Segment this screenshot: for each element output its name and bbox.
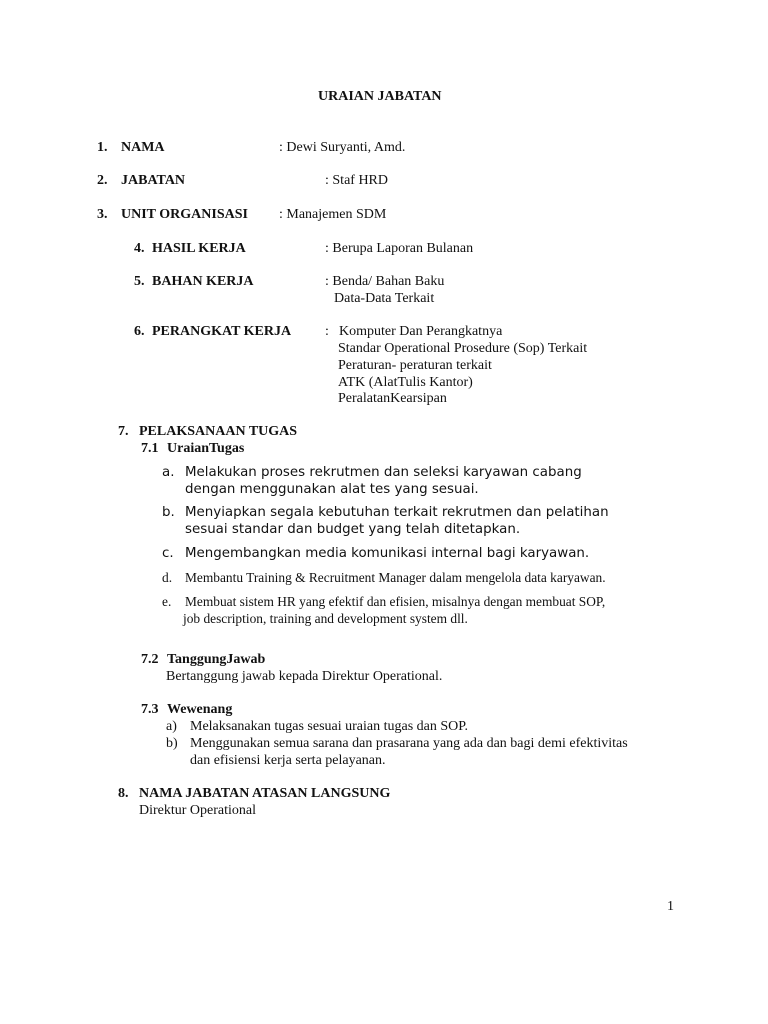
task-marker: e. (162, 594, 172, 609)
section-title-atasan: NAMA JABATAN ATASAN LANGSUNG (139, 786, 391, 801)
wewenang-line: Menggunakan semua sarana dan prasarana yang ada dan bagi demi efektivitas (190, 736, 628, 751)
subsection-title-wewenang: Wewenang (167, 702, 233, 717)
field-value-bahan-2: Data-Data Terkait (334, 291, 435, 306)
field-number: 1. (97, 140, 108, 155)
field-colon: : (325, 324, 329, 339)
task-marker: b. (162, 505, 175, 520)
task-line: Membantu Training & Recruitment Manager dalam mengelola data karyawan. (185, 570, 606, 585)
task-line: Menyiapkan segala kebutuhan terkait rekrutmen dan pelatihan (185, 505, 609, 520)
wewenang-marker: a) (166, 719, 177, 734)
field-number: 3. (97, 207, 108, 222)
section-title-pelaksanaan: PELAKSANAAN TUGAS (139, 424, 298, 439)
field-number: 4. (134, 241, 145, 256)
field-number: 6. (134, 324, 145, 339)
perangkat-item: Komputer Dan Perangkatnya (339, 324, 503, 339)
page-number: 1 (667, 899, 674, 914)
field-label-jabatan: JABATAN (121, 173, 186, 188)
atasan-value: Direktur Operational (139, 803, 257, 818)
subsection-number: 7.3 (141, 702, 159, 717)
document-title: URAIAN JABATAN (318, 89, 442, 104)
tanggungjawab-text: Bertanggung jawab kepada Direktur Operational. (166, 669, 443, 684)
wewenang-marker: b) (166, 736, 178, 751)
task-marker: c. (162, 546, 174, 561)
perangkat-item: ATK (AlatTulis Kantor) (338, 375, 473, 390)
task-line: Membuat sistem HR yang efektif dan efisien, misalnya dengan membuat SOP, (185, 594, 606, 609)
task-marker: a. (162, 465, 175, 480)
field-number: 5. (134, 274, 145, 289)
section-number: 8. (118, 786, 129, 801)
subsection-title-uraian: UraianTugas (167, 441, 245, 456)
field-value-unit: : Manajemen SDM (279, 207, 387, 222)
task-line: job description, training and development system dll. (183, 611, 468, 626)
subsection-title-tanggungjawab: TanggungJawab (167, 652, 266, 667)
field-value-jabatan: : Staf HRD (325, 173, 388, 188)
field-label-hasil: HASIL KERJA (152, 241, 246, 256)
field-value-nama: : Dewi Suryanti, Amd. (279, 140, 406, 155)
task-line: Melakukan proses rekrutmen dan seleksi karyawan cabang (185, 465, 582, 480)
field-label-nama: NAMA (121, 140, 165, 155)
perangkat-item: Peraturan- peraturan terkait (338, 358, 492, 373)
task-line: Mengembangkan media komunikasi internal bagi karyawan. (185, 546, 590, 561)
field-value-bahan: : Benda/ Bahan Baku (325, 274, 445, 289)
task-line: sesuai standar dan budget yang telah ditetapkan. (185, 522, 521, 537)
perangkat-item: PeralatanKearsipan (338, 391, 447, 406)
task-line: dengan menggunakan alat tes yang sesuai. (185, 482, 479, 497)
subsection-number: 7.1 (141, 441, 159, 456)
field-label-perangkat: PERANGKAT KERJA (152, 324, 292, 339)
field-number: 2. (97, 173, 108, 188)
field-label-unit: UNIT ORGANISASI (121, 207, 248, 222)
subsection-number: 7.2 (141, 652, 159, 667)
field-label-bahan: BAHAN KERJA (152, 274, 254, 289)
section-number: 7. (118, 424, 129, 439)
field-value-hasil: : Berupa Laporan Bulanan (325, 241, 474, 256)
task-marker: d. (162, 570, 173, 585)
perangkat-item: Standar Operational Prosedure (Sop) Terkait (338, 341, 588, 356)
wewenang-line: Melaksanakan tugas sesuai uraian tugas dan SOP. (190, 719, 468, 734)
wewenang-line: dan efisiensi kerja serta pelayanan. (190, 753, 386, 768)
